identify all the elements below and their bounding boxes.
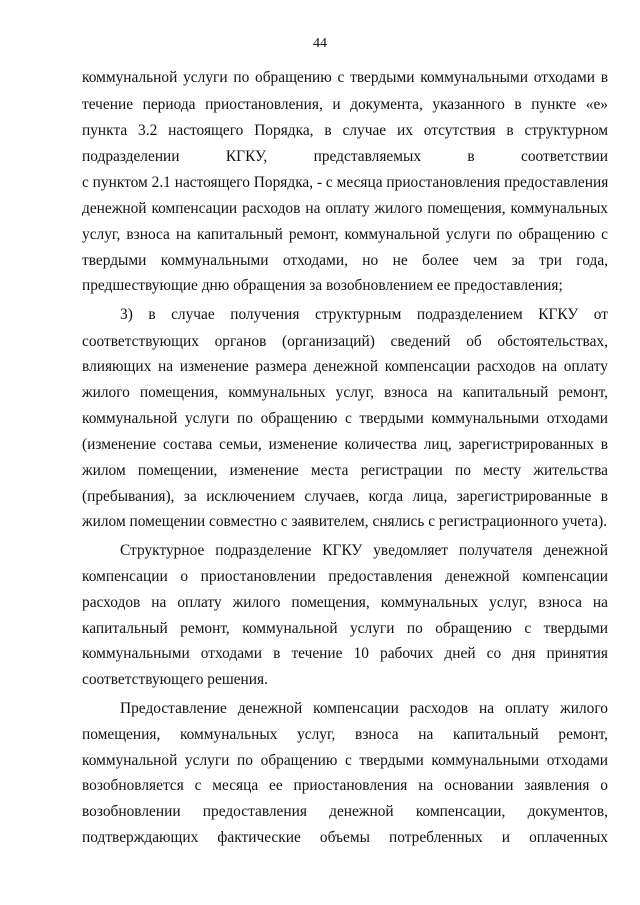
text-line: с пунктом 2.1 настоящего Порядка, - с месяца приостановления предоставления <box>82 174 609 191</box>
text-line: (изменение состава семьи, изменение количества лиц, зарегистрированных в <box>82 436 608 453</box>
text-line: жилом помещении совместно с заявителем, снялись с регистрационного учета). <box>82 513 608 530</box>
text-line: подтверждающих фактические объемы потребленных и оплаченных <box>82 829 608 846</box>
text-line: услуг, взноса на капитальный ремонт, коммунальной услуги по обращению с <box>82 226 608 243</box>
text-line: подразделении КГКУ, представляемых в соответствии <box>82 148 608 165</box>
text-line: расходов на оплату жилого помещения, коммунальных услуг, взноса на <box>82 594 608 611</box>
text-line: капитальный ремонт, коммунальной услуги по обращению с твердыми <box>82 620 608 637</box>
page-number: 44 <box>313 36 327 51</box>
text-line: помещения, коммунальных услуг, взноса на капитальный ремонт, <box>82 726 608 743</box>
text-line: возобновлении предоставления денежной компенсации, документов, <box>82 803 608 820</box>
paragraph-first-line: Предоставление денежной компенсации расходов на оплату жилого <box>120 700 608 717</box>
text-line: коммунальными отходами в течение 10 рабочих дней со дня принятия <box>82 645 608 662</box>
text-line: предшествующие дню обращения за возобновлением ее предоставления; <box>82 277 563 294</box>
text-line: возобновляется с месяца ее приостановления на основании заявления о <box>82 777 608 794</box>
text-line: компенсации о приостановлении предоставления денежной компенсации <box>82 568 608 585</box>
paragraph-first-line: Структурное подразделение КГКУ уведомляет получателя денежной <box>120 542 608 559</box>
list-item-3-first-line: 3) в случае получения структурным подразделением КГКУ от <box>120 306 608 323</box>
text-line: твердыми коммунальными отходами, но не более чем за три года, <box>82 252 608 269</box>
text-line: соответствующих органов (организаций) сведений об обстоятельствах, <box>82 333 608 350</box>
text-line: пункта 3.2 настоящего Порядка, в случае их отсутствия в структурном <box>82 122 608 139</box>
text-line: течение периода приостановления, и документа, указанного в пункте «е» <box>82 96 608 113</box>
text-line: коммунальной услуги по обращению с твердыми коммунальными отходами <box>82 410 608 427</box>
text-line: соответствующего решения. <box>82 671 268 688</box>
text-line: влияющих на изменение размера денежной компенсации расходов на оплату <box>82 358 608 375</box>
text-line: жилого помещения, коммунальных услуг, взноса на капитальный ремонт, <box>82 384 608 401</box>
text-line: коммунальной услуги по обращению с твердыми коммунальными отходами в <box>82 69 608 86</box>
text-line: (пребывания), за исключением случаев, когда лица, зарегистрированные в <box>82 488 608 505</box>
text-line: коммунальной услуги по обращению с твердыми коммунальными отходами <box>82 752 608 769</box>
text-line: денежной компенсации расходов на оплату жилого помещения, коммунальных <box>82 200 608 217</box>
text-line: жилом помещении, изменение места регистрации по месту жительства <box>82 462 608 479</box>
